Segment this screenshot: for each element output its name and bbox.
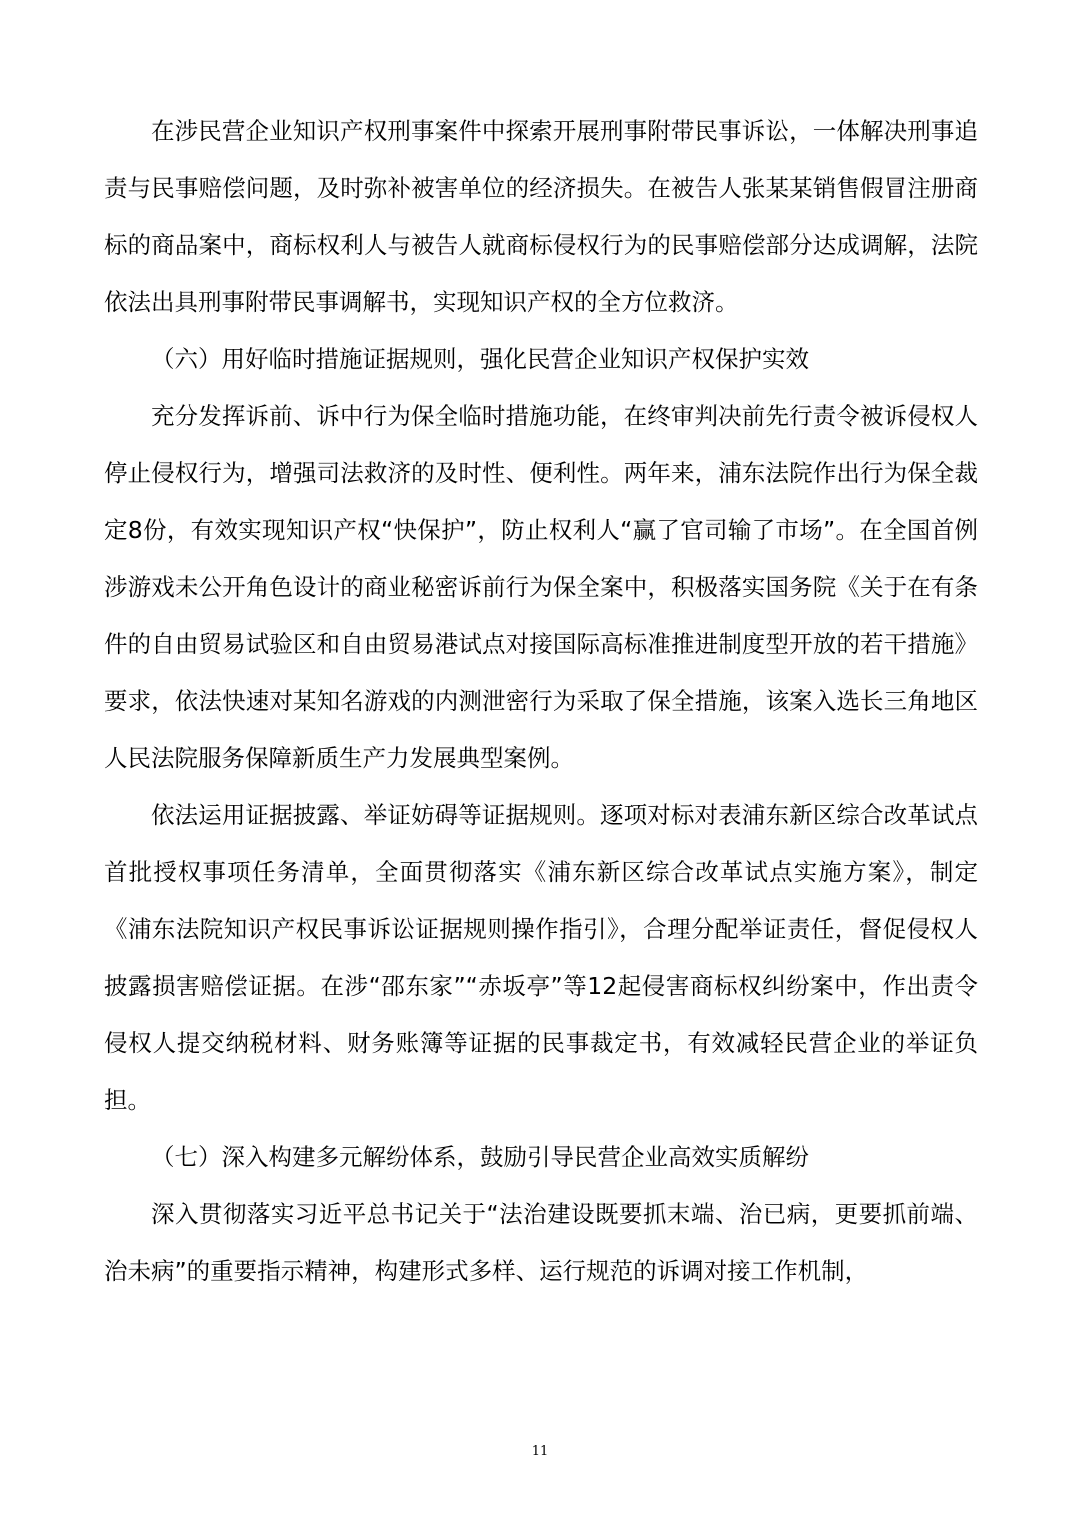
document-body <box>104 103 978 1300</box>
section-heading-six: （六）用好临时措施证据规则，强化民营企业知识产权保护实效 <box>151 345 809 373</box>
paragraph-dispute-resolution: 深入贯彻落实习近平总书记关于“法治建设既要抓末端、治已病，更要抓前端、治未病”的重要指示精神，构建形式多样、运行规范的诉调对接工作机制， <box>104 1200 978 1285</box>
paragraph-evidence-rules: 依法运用证据披露、举证妨碍等证据规则。逐项对标对表浦东新区综合改革试点首批授权事项任务清单，全面贯彻落实《浦东新区综合改革试点实施方案》，制定《浦东法院知识产权民事诉讼证据规则操作指引》，合理分配举证责任，督促侵权人披露损害赔偿证据。在涉“邵东家”“赤坂亭”等12起侵害商标权纠纷案中，作出责令侵权人提交纳税材料、财务账簿等证据的民事裁定书，有效减轻民营企业的举证负担。 <box>104 801 978 1114</box>
section-heading-seven: （七）深入构建多元解纷体系，鼓励引导民营企业高效实质解纷 <box>151 1143 809 1171</box>
paragraph-criminal-civil-litigation: 在涉民营企业知识产权刑事案件中探索开展刑事附带民事诉讼，一体解决刑事追责与民事赔偿问题，及时弥补被害单位的经济损失。在被告人张某某销售假冒注册商标的商品案中，商标权利人与被告人就商标侵权行为的民事赔偿部分达成调解，法院依法出具刑事附带民事调解书，实现知识产权的全方位救济。 <box>104 117 978 316</box>
page-number: 11 <box>531 1444 549 1459</box>
paragraph-preliminary-injunction: 充分发挥诉前、诉中行为保全临时措施功能，在终审判决前先行责令被诉侵权人停止侵权行为，增强司法救济的及时性、便利性。两年来，浦东法院作出行为保全裁定8份，有效实现知识产权“快保护”，防止权利人“赢了官司输了市场”。在全国首例涉游戏未公开角色设计的商业秘密诉前行为保全案中，积极落实国务院《关于在有条件的自由贸易试验区和自由贸易港试点对接国际高标准推进制度型开放的若干措施》要求，依法快速对某知名游戏的内测泄密行为采取了保全措施，该案入选长三角地区人民法院服务保障新质生产力发展典型案例。 <box>104 402 978 772</box>
